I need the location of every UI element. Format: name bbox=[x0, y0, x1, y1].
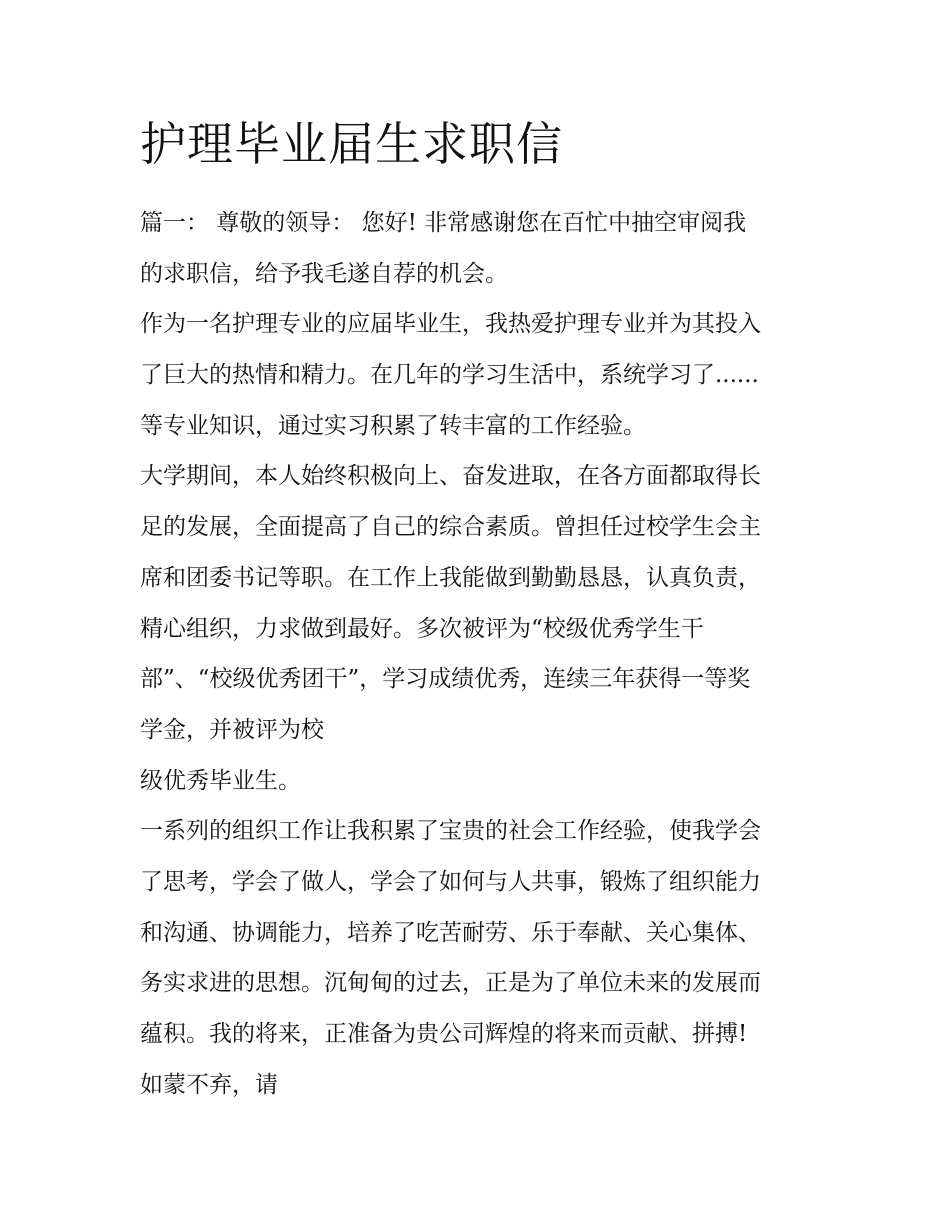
text-line: 作为一名护理专业的应届毕业生，我热爱护理专业并为其投入 bbox=[140, 311, 761, 338]
text-line: 如蒙不弃，请 bbox=[140, 1071, 278, 1098]
document-body bbox=[140, 198, 830, 1110]
text-line: 精心组织，力求做到最好。多次被评为“校级优秀学生干 bbox=[140, 615, 704, 642]
text-line: 了巨大的热情和精力。在几年的学习生活中，系统学习了...... bbox=[140, 362, 759, 389]
text-line: 部”、“校级优秀团干”，学习成绩优秀，连续三年获得一等奖 bbox=[140, 666, 751, 693]
text-line: 一系列的组织工作让我积累了宝贵的社会工作经验，使我学会 bbox=[140, 818, 761, 845]
text-line: 了思考，学会了做人，学会了如何与人共事，锻炼了组织能力 bbox=[140, 868, 761, 895]
text-line: 篇一： 尊敬的领导： 您好! 非常感谢您在百忙中抽空审阅我 bbox=[140, 210, 747, 236]
document-title: 护理毕业届生求职信 bbox=[140, 117, 563, 171]
text-line: 务实求进的思想。沉甸甸的过去，正是为了单位未来的发展而 bbox=[140, 970, 761, 997]
text-line: 足的发展，全面提高了自己的综合素质。曾担任过校学生会主 bbox=[140, 514, 761, 541]
text-line: 席和团委书记等职。在工作上我能做到勤勤恳恳，认真负责， bbox=[140, 564, 761, 591]
text-line: 学金，并被评为校 bbox=[140, 716, 324, 743]
text-line: 的求职信，给予我毛遂自荐的机会。 bbox=[140, 260, 508, 287]
text-line: 和沟通、协调能力，培养了吃苦耐劳、乐于奉献、关心集体、 bbox=[140, 919, 761, 946]
text-line: 大学期间，本人始终积极向上、奋发进取，在各方面都取得长 bbox=[140, 463, 761, 490]
text-line: 蕴积。我的将来，正准备为贵公司辉煌的将来而贡献、拼搏! bbox=[140, 1021, 748, 1047]
text-line: 级优秀毕业生。 bbox=[140, 767, 301, 794]
text-line: 等专业知识，通过实习积累了转丰富的工作经验。 bbox=[140, 412, 646, 439]
